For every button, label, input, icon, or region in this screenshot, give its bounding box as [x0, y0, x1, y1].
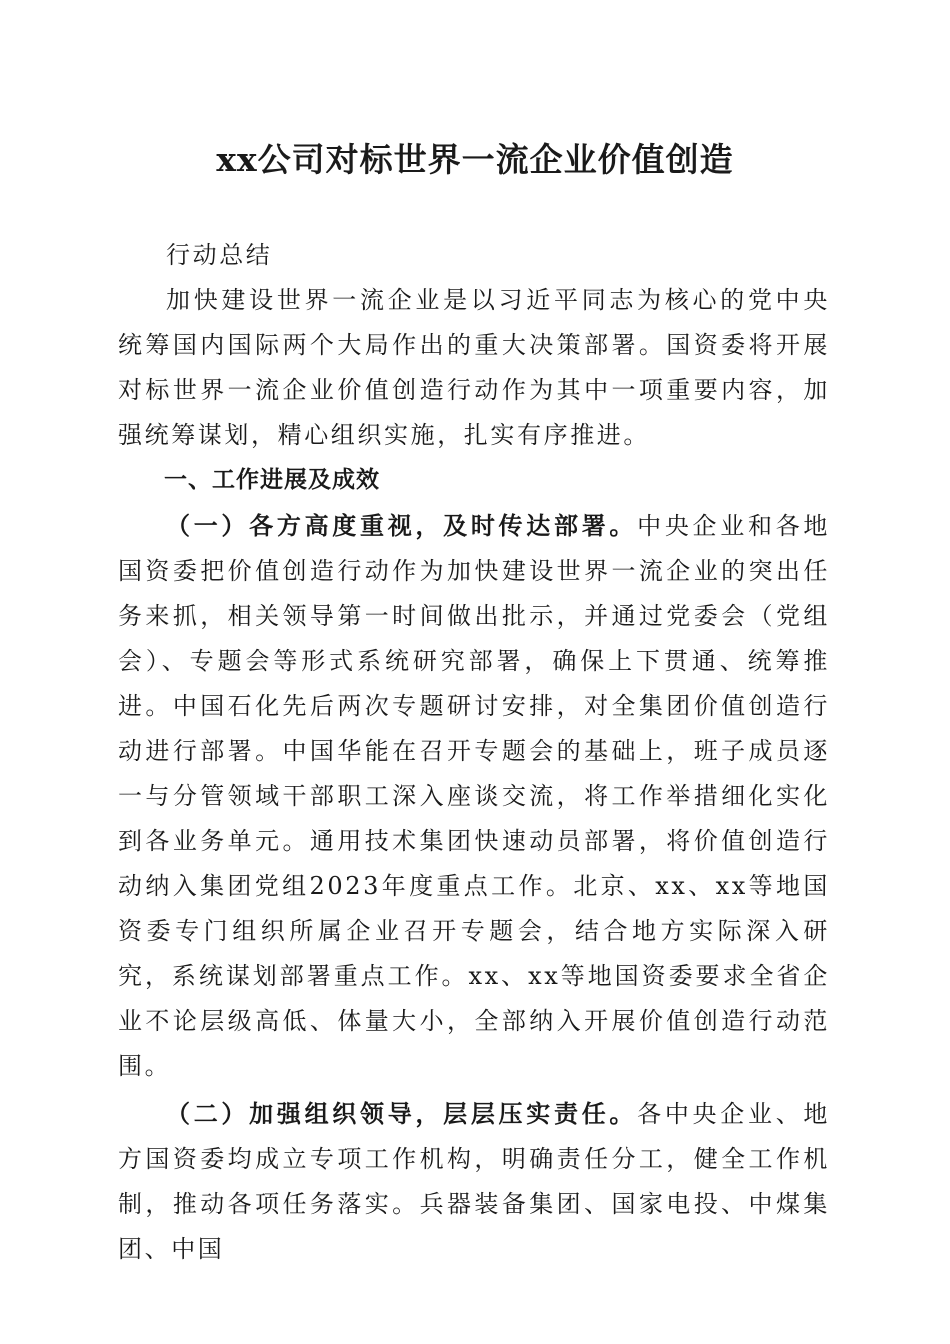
- paragraph-item-2: [118, 1091, 830, 1272]
- document-title: xx公司对标世界一流企业价值创造: [216, 140, 734, 179]
- item-1-lead: （一）各方高度重视，及时传达部署。: [166, 511, 638, 540]
- paragraph-item-1: [118, 503, 830, 1089]
- item-1-text: 中央企业和各地国资委把价值创造行动作为加快建设世界一流企业的突出任务来抓，相关领导第一时间做出批示，并通过党委会（党组会）、专题会等形式系统研究部署，确保上下贯通、统筹推进。中国石化先后两次专题研讨安排，对全集团价值创造行动进行部署。中国华能在召开专题会的基础上，班子成员逐一与分管领域干部职工深入座谈交流，将工作举措细化实化到各业务单元。通用技术集团快速动员部署，将价值创造行动纳入集团党组2023年度重点工作。北京、xx、xx等地国资委专门组织所属企业召开专题会，结合地方实际深入研究，系统谋划部署重点工作。xx、xx等地国资委要求全省企业不论层级高低、体量大小，全部纳入开展价值创造行动范围。: [118, 512, 831, 1080]
- item-2-lead: （二）加强组织领导，层层压实责任。: [166, 1099, 638, 1128]
- document-body: [118, 233, 830, 1272]
- document-subtitle: 行动总结: [166, 241, 273, 269]
- intro-paragraph: 加快建设世界一流企业是以习近平同志为核心的党中央统筹国内国际两个大局作出的重大决策部署。国资委将开展对标世界一流企业价值创造行动作为其中一项重要内容，加强统筹谋划，精心组织实施，扎实有序推进。: [118, 286, 830, 449]
- section-heading-progress: 一、工作进展及成效: [164, 467, 380, 493]
- item-2-text: 各中央企业、地方国资委均成立专项工作机构，明确责任分工，健全工作机制，推动各项任务落实。兵器装备集团、国家电投、中煤集团、中国: [118, 1100, 831, 1263]
